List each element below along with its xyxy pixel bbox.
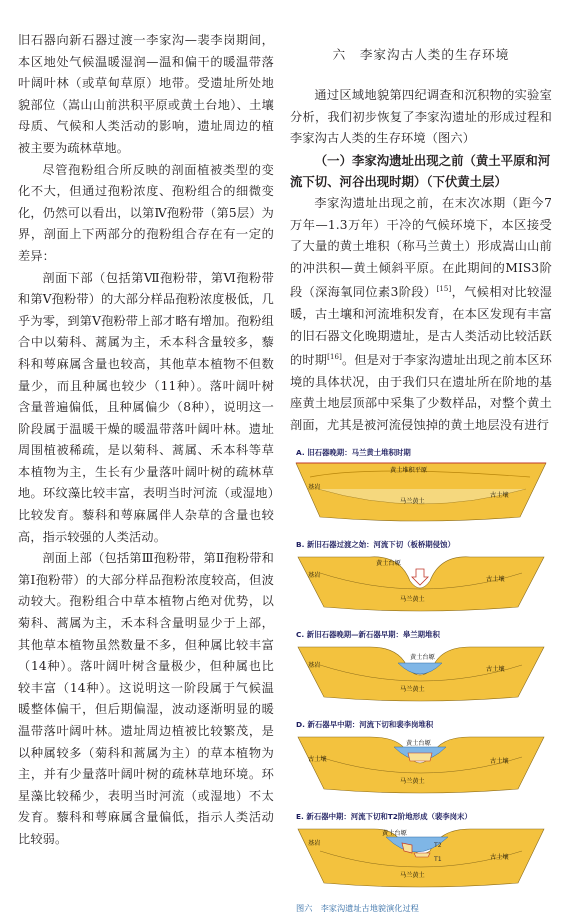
subsection-title: （一）李家沟遗址出现之前（黄土平原和河流下切、河谷出现时期）（下伏黄土层） [290,152,551,190]
figure-panel-a [290,447,552,529]
panel-b-diagram [290,551,552,615]
panel-e-title: E. 新石器中期：河流下切和T2阶地形成（裴李岗末） [296,811,472,821]
label-terrace-t2: T2 [434,841,442,849]
label-bedrock: 基岩 [308,661,321,669]
label-malan-loess: 马兰黄土 [400,497,425,505]
panel-c-diagram [290,641,552,705]
label-malan-loess: 马兰黄土 [400,871,425,879]
figure-panel-d [290,719,552,801]
label-terrace-t1: T1 [434,855,442,863]
label-loess-tableland: 黄土台塬 [382,829,407,837]
label-loess-tableland: 黄土台塬 [406,739,431,747]
right-paragraph-1: 李家沟遗址出现之前，在末次冰期（距今7万年—1.3万年）干冷的气候环境下，本区接受了大量的黄土堆积（称马兰黄土）形成嵩山山前的冲洪积—黄土倾斜平原。在此期间的MIS3阶段（深海氧同位素3阶段）[15]，气候相对比较湿暖，古土壤和河流堆积发育，在本区发现有丰富的旧石器文化晚期遗址，是古人类活动比较活跃的时期[16]。但是对于李家沟遗址出现之前本区环境的具体状况，由于我们只在遗址所在阶地的基座黄土地层顶部中采集了少数样品，对整个黄土剖面，尤其是被河流侵蚀掉的黄土地层没有进行 [290,195,552,433]
label-bedrock: 基岩 [308,483,321,491]
panel-a-title: A. 旧石器晚期：马兰黄土堆积时期 [296,447,411,457]
label-malan-loess: 马兰黄土 [400,685,425,693]
label-paleosol-right: 古土壤 [490,757,509,765]
reference-16: [16] [327,353,343,362]
figure-panel-c [290,629,552,709]
label-malan-loess: 马兰黄土 [400,595,425,603]
panel-b-title: B. 新旧石器过渡之始：河流下切（板桥期侵蚀） [296,539,455,549]
label-bedrock: 基岩 [308,571,321,579]
label-paleosol: 古土壤 [486,665,505,673]
panel-d-diagram [290,731,552,797]
label-loess-plain: 黄土堆积平原 [390,466,428,474]
label-paleosol: 古土壤 [490,853,509,861]
label-loess-tableland: 黄土台塬 [410,653,435,661]
left-paragraph-2: 尽管孢粉组合所反映的剖面植被类型的变化不大，但通过孢粉浓度、孢粉组合的细微变化，仍然可以看出，以第Ⅳ孢粉带（第5层）为界，剖面上下两部分的孢粉组合存在有一定的差异： [18,162,274,263]
reference-15: [15] [436,285,452,294]
left-paragraph-1: 旧石器向新石器过渡一李家沟—裴李岗期间，本区地处气候温暖湿润—温和偏干的暖温带落叶阔叶林（或草甸草原）地带。受遗址所处地貌部位（嵩山山前洪积平原或黄土台地）、土壤母质、气候和人类活动的影响，遗址周边的植被主要为疏林草地。 [18,33,274,155]
label-paleosol-left: 古土壤 [308,755,327,763]
label-paleosol: 古土壤 [490,491,509,499]
panel-e-diagram [290,823,552,893]
label-bedrock: 基岩 [308,839,321,847]
label-malan-loess: 马兰黄土 [400,777,425,785]
figure-caption: 图六 李家沟遗址古地貌演化过程 [296,902,419,913]
panel-c-title: C. 新旧石器晚期—新石器早期：皋兰期堆积 [296,629,440,639]
right-column [290,30,552,914]
label-paleosol: 古土壤 [486,575,505,583]
figure-panel-e [290,811,552,897]
section-title: 六 李家沟古人类的生存环境 [332,47,510,62]
left-paragraph-4: 剖面上部（包括第Ⅲ孢粉带，第Ⅱ孢粉带和第Ⅰ孢粉带）的大部分样品孢粉浓度较高，但波动较大。孢粉组合中草本植物占绝对优势，以菊科、蒿属为主，禾本科含量明显少于上部，其他草本植物虽然数量不多，但种属比较丰富（14种）。落叶阔叶树含量极少，但种属也比较丰富（14种）。这说明这一阶段属于气候温暖整体偏干，但后期偏湿，波动逐渐明显的暖温带落叶阔叶林。遗址周边植被比较繁茂，是以种属较多（菊科和蒿属为主）的草本植物为主，并有少量落叶阔叶树的疏林草地环境。环星藻比较稀少，表明当时河流（或湿地）不太发育。藜科和萼麻属含量偏低，指示人类活动比较弱。 [18,551,274,846]
figure-panel-b [290,539,552,619]
panel-a-diagram [290,459,552,525]
figure-six [290,447,552,914]
label-loess-tableland: 黄土台塬 [376,559,401,567]
panel-d-title: D. 新石器早中期：河流下切和裴李岗堆积 [296,719,434,729]
left-column [18,30,274,851]
intro-paragraph: 通过区域地貌第四纪调查和沉积物的实验室分析，我们初步恢复了李家沟遗址的形成过程和李家沟古人类的生存环境（图六） [290,88,552,146]
left-paragraph-3: 剖面下部（包括第Ⅶ孢粉带，第Ⅵ孢粉带和第Ⅴ孢粉带）的大部分样品孢粉浓度极低，几乎为零，到第Ⅴ孢粉带上部才略有增加。孢粉组合中以菊科、蒿属为主，禾本科含量较多，藜科和萼麻属含量也较高，其他草本植物不但数量少，而且种属也较少（11种）。落叶阔叶树含量普遍偏低，且种属偏少（8种），说明这一阶段属于温暖干燥的暖温带落叶阔叶林。遗址周围植被稀疏，是以菊科、蒿属、禾本科等草本植物为主，生长有少量落叶阔叶树的疏林草地。环纹藻比较丰富，表明当时河流（或湿地）比较发育。藜科和萼麻属伴人杂草的含量也较高，指示较强的人类活动。 [18,270,274,544]
